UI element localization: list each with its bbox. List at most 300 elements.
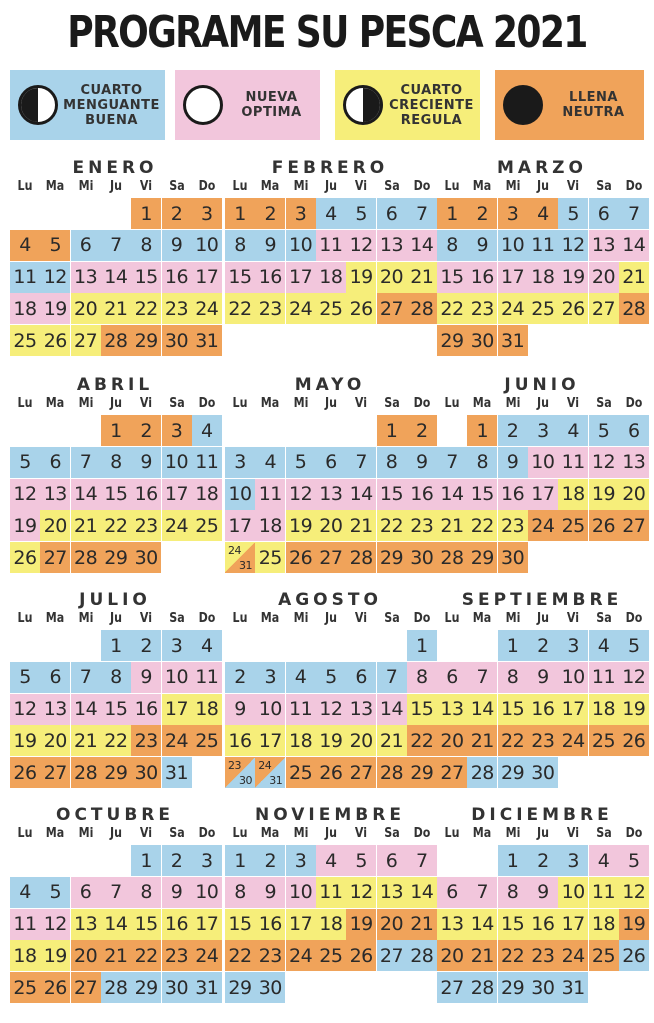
weekday-header: Ju [324,611,337,626]
day-cell: 6 [437,662,467,693]
legend-label-line: NUEVA [245,90,298,105]
day-cell: 2 [131,630,161,661]
day-cell: 29 [101,542,131,573]
day-number: 24 [228,544,241,558]
day-cell: 21 [407,909,437,940]
day-cell: 8 [377,447,407,478]
day-cell: 4 [10,877,40,908]
day-cell: 4 [192,415,222,446]
weekday-header: Vi [355,826,368,841]
day-cell: 30 [162,325,192,356]
day-cell: 14 [467,909,497,940]
weekday-header: Do [625,396,643,411]
day-cell: 12 [589,447,619,478]
weekday-header: Mi [293,179,308,194]
weekday-header: Ju [536,826,549,841]
day-cell: 2 [162,845,192,876]
legend-label-line: CUARTO [400,82,463,98]
day-cell: 22 [131,293,161,324]
day-cell: 1 [101,630,131,661]
day-cell: 13 [40,479,70,510]
day-cell: 10 [558,877,588,908]
day-cell: 3 [558,630,588,661]
month-title-diciembre: DICIEMBRE [471,805,613,825]
day-cell: 26 [589,510,619,541]
day-cell: 9 [131,662,161,693]
day-cell: 7 [71,662,101,693]
day-cell: 30 [131,757,161,788]
day-cell: 17 [225,510,255,541]
day-cell: 18 [558,479,588,510]
weekday-header: Vi [567,179,580,194]
day-cell: 16 [131,694,161,725]
weekday-header: Ma [46,611,65,626]
day-cell: 20 [377,909,407,940]
day-cell: 23 [255,940,285,971]
weekday-header: Lu [17,179,33,194]
day-cell: 15 [467,479,497,510]
day-cell: 27 [619,510,649,541]
day-cell: 6 [377,845,407,876]
legend-label-line: LLENA [569,90,618,105]
day-cell: 15 [131,909,161,940]
month-title-abril: ABRIL [76,375,154,395]
day-cell: 21 [101,940,131,971]
day-cell: 15 [498,909,528,940]
day-cell: 22 [131,940,161,971]
day-cell: 14 [619,230,649,261]
day-cell: 24 [192,293,222,324]
weekday-header: Do [413,826,431,841]
day-cell: 11 [10,909,40,940]
day-cell: 3 [255,662,285,693]
day-cell: 27 [589,293,619,324]
month-title-junio: JUNIO [504,375,580,395]
day-cell: 23 [528,940,558,971]
day-cell: 27 [377,293,407,324]
day-cell: 22 [407,725,437,756]
weekday-header: Sa [383,826,400,841]
day-cell: 26 [346,293,376,324]
day-cell: 1 [131,198,161,229]
day-cell: 9 [131,447,161,478]
day-cell: 7 [407,198,437,229]
day-cell: 29 [437,325,467,356]
day-cell: 15 [225,262,255,293]
day-cell: 2 [498,415,528,446]
day-cell: 1 [467,415,497,446]
day-cell: 11 [192,662,222,693]
day-cell: 23 [528,725,558,756]
day-cell: 24 [558,725,588,756]
day-cell: 4 [558,415,588,446]
day-cell: 31 [162,757,192,788]
weekday-header: Mi [505,396,520,411]
day-cell: 18 [286,725,316,756]
day-cell: 30 [255,972,285,1003]
day-cell: 1 [101,415,131,446]
weekday-header: Vi [140,826,153,841]
weekday-header: Ma [46,826,65,841]
weekday-header: Lu [232,179,248,194]
day-cell: 10 [162,662,192,693]
day-cell: 18 [10,940,40,971]
day-cell: 28 [467,757,497,788]
day-cell: 15 [101,479,131,510]
day-cell: 25 [316,293,346,324]
weekday-header: Ma [46,396,65,411]
day-cell: 5 [346,845,376,876]
day-cell: 26 [10,757,40,788]
day-cell: 23 [162,940,192,971]
day-cell: 8 [101,662,131,693]
day-cell: 23 [162,293,192,324]
day-cell: 8 [131,877,161,908]
weekday-header: Sa [595,396,612,411]
weekday-header: Ju [536,396,549,411]
day-cell: 23 [131,510,161,541]
day-cell: 29 [498,972,528,1003]
day-cell: 7 [377,662,407,693]
weekday-header: Ju [536,611,549,626]
weekday-header: Ju [109,826,122,841]
day-cell: 19 [286,510,316,541]
day-cell: 22 [498,725,528,756]
weekday-header: Ma [473,179,492,194]
day-cell: 30 [498,542,528,573]
day-cell: 24 [162,725,192,756]
day-cell: 27 [377,940,407,971]
day-cell: 16 [225,725,255,756]
day-cell: 27 [40,542,70,573]
day-cell: 5 [40,230,70,261]
day-cell: 13 [71,909,101,940]
weekday-header: Mi [293,826,308,841]
weekday-header: Sa [168,396,185,411]
month-title-octubre: OCTUBRE [56,805,174,825]
day-cell: 6 [40,662,70,693]
day-cell: 10 [528,447,558,478]
day-number: 31 [239,559,252,573]
weekday-header: Mi [78,396,93,411]
weekday-header: Lu [232,611,248,626]
day-cell: 16 [407,479,437,510]
month-title-agosto: AGOSTO [278,590,382,610]
day-cell: 17 [528,479,558,510]
day-cell: 15 [131,262,161,293]
day-cell: 25 [589,940,619,971]
legend-label-line: MENGUANTE [63,97,160,113]
day-cell: 21 [101,293,131,324]
day-cell: 4 [589,845,619,876]
day-cell: 24 [286,293,316,324]
day-cell: 10 [558,662,588,693]
day-cell: 3 [162,415,192,446]
day-cell: 6 [437,877,467,908]
day-cell: 21 [377,725,407,756]
weekday-header: Ma [46,179,65,194]
day-cell: 28 [467,972,497,1003]
day-cell: 6 [377,198,407,229]
weekday-header: Vi [140,396,153,411]
weekday-header: Lu [17,396,33,411]
day-cell: 15 [225,909,255,940]
day-cell: 20 [437,940,467,971]
day-cell: 3 [286,845,316,876]
weekday-header: Ju [109,396,122,411]
day-cell: 18 [589,694,619,725]
day-cell: 13 [71,262,101,293]
day-cell: 24 [192,940,222,971]
weekday-header: Sa [383,179,400,194]
day-cell: 18 [255,510,285,541]
day-cell: 20 [40,725,70,756]
day-cell: 20 [377,262,407,293]
day-cell: 24 [162,510,192,541]
day-cell: 12 [316,694,346,725]
day-cell: 14 [407,877,437,908]
day-cell: 13 [589,230,619,261]
day-cell: 21 [71,510,101,541]
day-cell: 10 [192,230,222,261]
day-cell: 4 [192,630,222,661]
day-cell: 31 [192,325,222,356]
weekday-header: Lu [17,611,33,626]
day-cell: 20 [619,479,649,510]
day-cell: 17 [162,479,192,510]
day-cell: 5 [619,630,649,661]
day-cell: 28 [407,940,437,971]
day-cell: 8 [467,447,497,478]
day-cell: 7 [101,877,131,908]
day-cell: 11 [10,262,40,293]
day-cell: 17 [498,262,528,293]
day-cell: 25 [192,510,222,541]
day-cell: 19 [10,725,40,756]
day-cell: 8 [225,877,255,908]
day-cell: 26 [40,325,70,356]
day-cell: 17 [192,262,222,293]
day-cell: 16 [528,694,558,725]
day-cell: 7 [71,447,101,478]
day-cell: 29 [407,757,437,788]
day-cell: 22 [498,940,528,971]
day-cell: 9 [162,230,192,261]
weekday-header: Lu [232,826,248,841]
weekday-header: Sa [595,611,612,626]
day-cell: 24 [286,940,316,971]
day-cell: 16 [528,909,558,940]
day-cell: 17 [558,909,588,940]
day-cell: 8 [101,447,131,478]
day-cell: 30 [528,972,558,1003]
day-cell: 29 [467,542,497,573]
day-cell: 21 [437,510,467,541]
day-cell: 8 [131,230,161,261]
day-cell: 4 [10,230,40,261]
day-cell: 26 [40,972,70,1003]
month-title-noviembre: NOVIEMBRE [255,805,405,825]
day-cell: 10 [286,230,316,261]
weekday-header: Mi [505,611,520,626]
day-cell: 22 [101,510,131,541]
day-cell: 29 [498,757,528,788]
day-cell: 12 [346,230,376,261]
day-cell [255,757,285,788]
day-cell: 21 [619,262,649,293]
day-cell: 26 [346,940,376,971]
day-cell: 6 [40,447,70,478]
day-cell: 16 [255,262,285,293]
day-cell: 17 [558,694,588,725]
day-cell: 2 [225,662,255,693]
day-cell: 4 [286,662,316,693]
day-cell: 2 [162,198,192,229]
weekday-header: Vi [140,611,153,626]
day-cell: 29 [225,972,255,1003]
weekday-header: Ju [324,826,337,841]
day-cell: 28 [437,542,467,573]
day-cell: 2 [528,630,558,661]
weekday-header: Do [198,826,216,841]
day-cell: 25 [10,972,40,1003]
legend-label-line: BUENA [85,112,138,128]
day-cell: 28 [619,293,649,324]
day-cell: 11 [589,662,619,693]
day-cell: 2 [255,845,285,876]
weekday-header: Sa [383,396,400,411]
day-cell: 28 [346,542,376,573]
day-cell: 12 [10,479,40,510]
day-cell: 14 [71,694,101,725]
day-cell: 25 [316,940,346,971]
day-cell: 10 [192,877,222,908]
day-cell: 25 [286,757,316,788]
day-cell: 11 [589,877,619,908]
day-number: 23 [228,759,241,773]
day-cell: 7 [619,198,649,229]
day-cell: 24 [498,293,528,324]
month-title-septiembre: SEPTIEMBRE [461,590,623,610]
day-cell: 3 [162,630,192,661]
day-cell: 16 [498,479,528,510]
day-cell: 13 [437,694,467,725]
day-cell: 5 [40,877,70,908]
day-cell: 17 [255,725,285,756]
day-cell: 11 [558,447,588,478]
weekday-header: Sa [595,179,612,194]
day-cell: 8 [437,230,467,261]
weekday-header: Do [413,611,431,626]
weekday-header: Vi [140,179,153,194]
day-cell: 28 [377,757,407,788]
day-cell [225,757,255,788]
day-cell: 21 [407,262,437,293]
day-cell: 19 [40,293,70,324]
day-cell: 3 [528,415,558,446]
day-cell: 23 [407,510,437,541]
day-cell: 1 [498,630,528,661]
day-number: 31 [269,774,283,788]
day-cell: 19 [558,262,588,293]
month-title-enero: ENERO [72,158,158,178]
day-cell: 29 [377,542,407,573]
day-cell: 14 [71,479,101,510]
day-cell: 1 [131,845,161,876]
day-cell: 11 [286,694,316,725]
page-title: PROGRAME SU PESCA 2021 [67,7,587,58]
day-cell: 20 [40,510,70,541]
day-cell: 7 [437,447,467,478]
day-cell: 28 [101,325,131,356]
weekday-header: Vi [355,179,368,194]
day-cell: 7 [346,447,376,478]
day-cell: 13 [40,694,70,725]
day-cell: 14 [437,479,467,510]
day-cell: 19 [10,510,40,541]
day-cell: 23 [131,725,161,756]
weekday-header: Vi [355,396,368,411]
day-cell: 21 [467,725,497,756]
day-cell: 23 [467,293,497,324]
day-cell: 31 [498,325,528,356]
legend-label-line: CUARTO [80,82,143,98]
day-cell: 1 [225,845,255,876]
day-cell: 5 [10,662,40,693]
day-cell: 6 [619,415,649,446]
weekday-header: Do [413,396,431,411]
day-cell: 7 [467,877,497,908]
day-cell: 14 [377,694,407,725]
day-cell: 28 [101,972,131,1003]
day-cell: 10 [498,230,528,261]
weekday-header: Do [198,611,216,626]
weekday-header: Lu [444,826,460,841]
day-cell: 17 [286,262,316,293]
day-cell: 12 [40,909,70,940]
month-title-febrero: FEBRERO [271,158,389,178]
day-cell: 27 [316,542,346,573]
day-cell: 17 [192,909,222,940]
day-cell: 14 [101,909,131,940]
day-cell: 5 [316,662,346,693]
day-cell: 3 [286,198,316,229]
day-cell: 20 [71,293,101,324]
day-cell: 26 [619,940,649,971]
day-cell: 10 [225,479,255,510]
day-cell: 2 [407,415,437,446]
day-cell: 27 [40,757,70,788]
day-cell: 23 [498,510,528,541]
day-cell: 15 [437,262,467,293]
day-cell: 19 [346,909,376,940]
day-cell: 8 [407,662,437,693]
legend-label-line: NEUTRA [562,105,625,120]
day-cell: 3 [225,447,255,478]
day-cell: 31 [192,972,222,1003]
weekday-header: Do [198,179,216,194]
day-cell: 12 [619,662,649,693]
month-title-julio: JULIO [79,590,151,610]
weekday-header: Sa [595,826,612,841]
day-cell: 2 [255,198,285,229]
day-cell: 6 [589,198,619,229]
day-cell: 6 [71,877,101,908]
day-cell: 24 [558,940,588,971]
day-cell: 12 [346,877,376,908]
day-cell: 9 [225,694,255,725]
weekday-header: Sa [168,611,185,626]
